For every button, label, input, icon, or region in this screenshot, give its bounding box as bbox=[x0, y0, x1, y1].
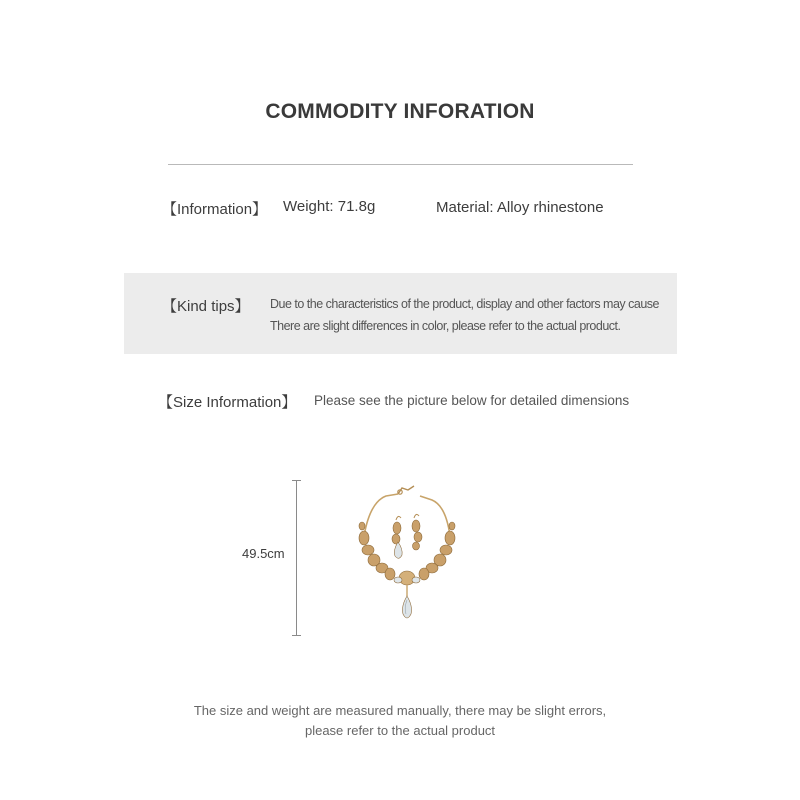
kind-tips-text-line-1: Due to the characteristics of the product, display and other factors may cause bbox=[270, 297, 659, 311]
measure-cap-bottom bbox=[292, 635, 301, 636]
size-information-note: Please see the picture below for detailed dimensions bbox=[314, 393, 630, 408]
necklace-earring-set-image bbox=[352, 484, 462, 628]
length-measurement: 49.5cm bbox=[242, 546, 285, 561]
title-divider bbox=[168, 164, 633, 165]
kind-tips-panel bbox=[124, 273, 677, 354]
weight-value: Weight: 71.8g bbox=[283, 198, 376, 215]
kind-tips-label: 【Kind tips】 bbox=[162, 298, 250, 315]
information-label: 【Information】 bbox=[162, 201, 268, 218]
kind-tips-text-line-2: There are slight differences in color, please refer to the actual product. bbox=[270, 319, 621, 333]
page-title: COMMODITY INFORATION bbox=[265, 100, 535, 123]
footer-note-line-2: please refer to the actual product bbox=[304, 723, 496, 738]
material-value: Material: Alloy rhinestone bbox=[436, 199, 604, 216]
footer-note-line-1: The size and weight are measured manually, there may be slight errors, bbox=[193, 703, 607, 718]
length-measure-line bbox=[296, 480, 297, 636]
size-information-label: 【Size Information】 bbox=[158, 394, 297, 411]
